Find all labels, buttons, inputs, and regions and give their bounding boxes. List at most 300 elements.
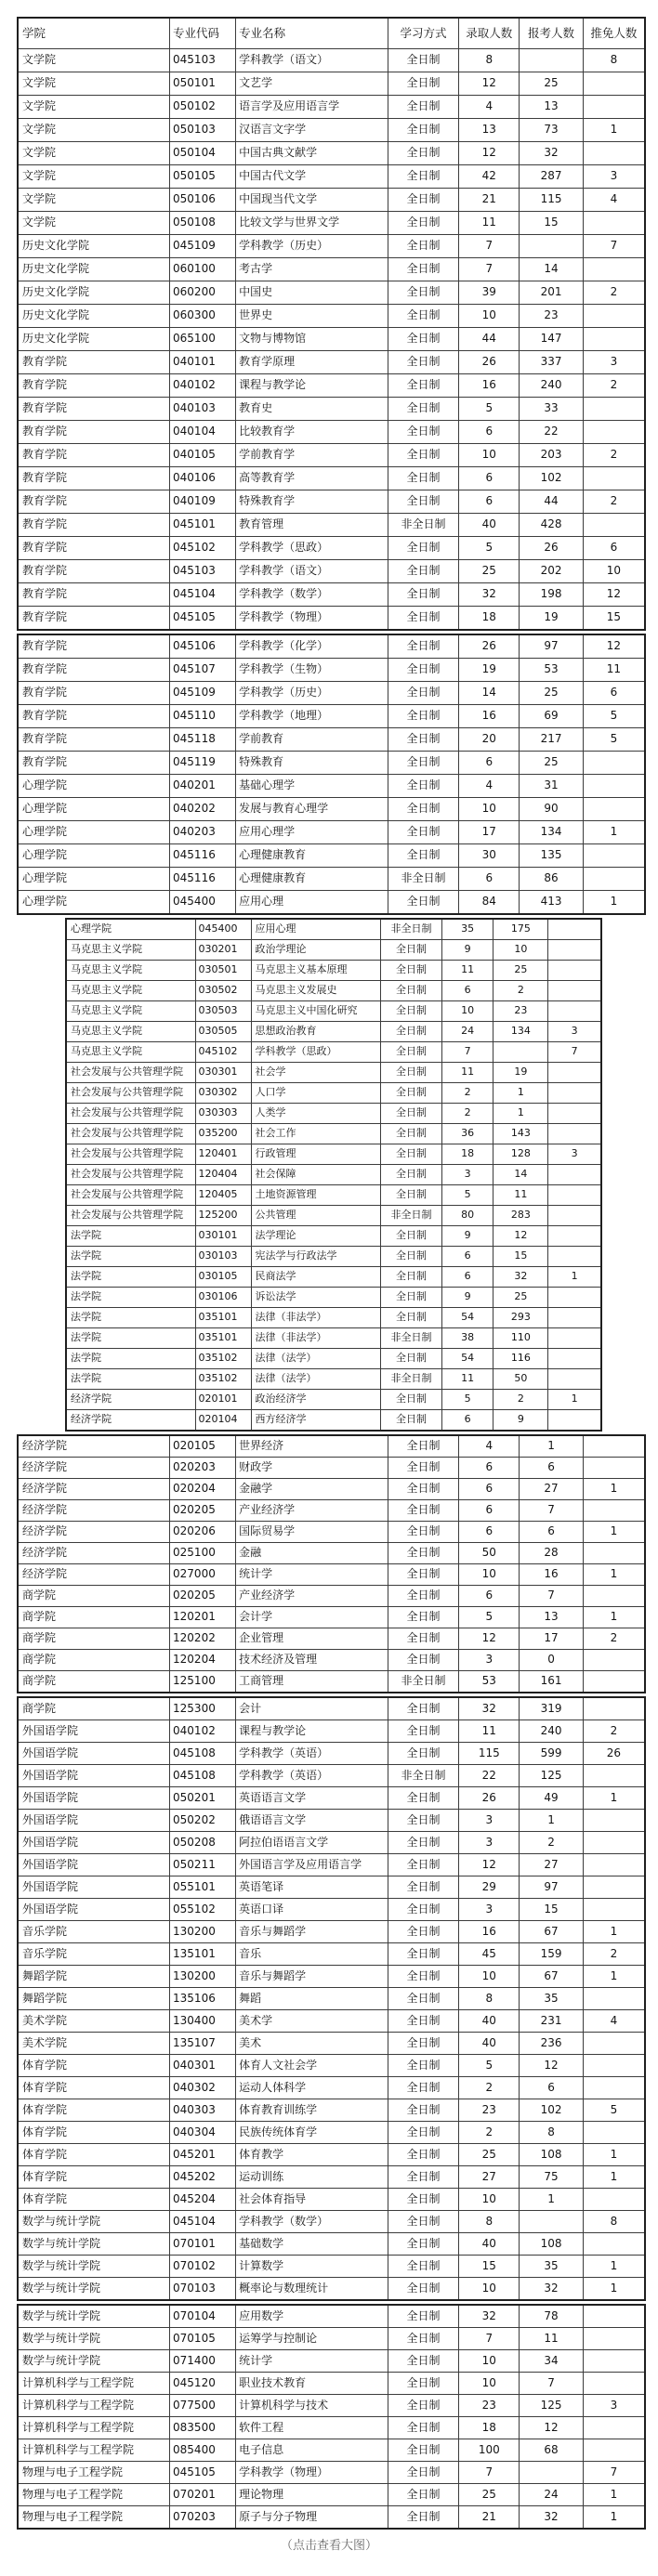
cell-applicant-count: 67 bbox=[520, 1966, 584, 1988]
table-row bbox=[18, 258, 645, 281]
cell-study-mode: 全日制 bbox=[388, 583, 459, 607]
cell-major-name: 法律（法学） bbox=[252, 1369, 381, 1390]
table-row bbox=[66, 1144, 601, 1165]
cell-major-name: 学科教学（语文） bbox=[236, 560, 388, 583]
cell-college: 文学院 bbox=[18, 119, 170, 142]
cell-college: 马克思主义学院 bbox=[66, 981, 195, 1001]
cell-major-code: 035102 bbox=[195, 1369, 252, 1390]
table-row bbox=[66, 1308, 601, 1328]
cell-major-name: 产业经济学 bbox=[236, 1500, 388, 1522]
cell-college: 文学院 bbox=[18, 189, 170, 212]
cell-study-mode: 全日制 bbox=[388, 1586, 459, 1607]
cell-major-name: 语言学及应用语言学 bbox=[236, 96, 388, 119]
cell-college: 体育学院 bbox=[18, 2055, 170, 2077]
cell-exempt-count bbox=[583, 1650, 645, 1671]
cell-admitted-count: 40 bbox=[459, 2033, 520, 2055]
cell-study-mode: 全日制 bbox=[388, 705, 459, 728]
cell-college: 教育学院 bbox=[18, 752, 170, 775]
cell-college: 经济学院 bbox=[18, 1479, 170, 1500]
table-row bbox=[18, 281, 645, 305]
cell-major-name: 学科教学（物理） bbox=[236, 2462, 388, 2484]
cell-major-code: 020105 bbox=[170, 1435, 236, 1458]
cell-applicant-count: 97 bbox=[520, 1876, 584, 1899]
cell-applicant-count: 6 bbox=[520, 1522, 584, 1543]
table-row bbox=[18, 2077, 645, 2099]
cell-study-mode: 全日制 bbox=[388, 1943, 459, 1966]
cell-major-name: 学科教学（物理） bbox=[236, 607, 388, 631]
cell-major-code: 120201 bbox=[170, 1607, 236, 1628]
cell-college: 社会发展与公共管理学院 bbox=[66, 1063, 195, 1083]
cell-exempt-count: 6 bbox=[583, 682, 645, 705]
cell-study-mode: 全日制 bbox=[388, 2305, 459, 2328]
cell-major-name: 音乐与舞蹈学 bbox=[236, 1966, 388, 1988]
cell-major-code: 120405 bbox=[195, 1185, 252, 1206]
cell-applicant-count: 1 bbox=[494, 1083, 548, 1104]
cell-exempt-count: 1 bbox=[583, 2166, 645, 2189]
cell-major-name: 舞蹈 bbox=[236, 1988, 388, 2010]
cell-major-code: 045110 bbox=[170, 705, 236, 728]
cell-applicant-count: 8 bbox=[520, 2122, 584, 2144]
cell-applicant-count: 14 bbox=[520, 258, 584, 281]
cell-college: 经济学院 bbox=[18, 1522, 170, 1543]
cell-college: 体育学院 bbox=[18, 2189, 170, 2211]
cell-study-mode: 全日制 bbox=[388, 2055, 459, 2077]
cell-study-mode: 全日制 bbox=[388, 1522, 459, 1543]
cell-applicant-count: 125 bbox=[520, 2395, 584, 2417]
table-row bbox=[18, 2278, 645, 2301]
cell-major-code: 050105 bbox=[170, 165, 236, 189]
cell-applicant-count: 201 bbox=[520, 281, 584, 305]
cell-major-name: 法学理论 bbox=[252, 1226, 381, 1247]
cell-applicant-count bbox=[520, 2211, 584, 2233]
cell-applicant-count: 26 bbox=[520, 537, 584, 560]
cell-major-code: 070105 bbox=[170, 2328, 236, 2350]
cell-study-mode: 全日制 bbox=[388, 398, 459, 421]
cell-major-name: 运动人体科学 bbox=[236, 2077, 388, 2099]
cell-applicant-count: 12 bbox=[520, 2055, 584, 2077]
cell-study-mode: 全日制 bbox=[388, 2439, 459, 2462]
cell-major-code: 135101 bbox=[170, 1943, 236, 1966]
table-row bbox=[18, 1988, 645, 2010]
cell-applicant-count: 11 bbox=[494, 1185, 548, 1206]
cell-study-mode: 全日制 bbox=[388, 1628, 459, 1650]
cell-applicant-count: 69 bbox=[520, 705, 584, 728]
cell-major-code: 125300 bbox=[170, 1697, 236, 1720]
cell-study-mode: 非全日制 bbox=[381, 919, 442, 940]
cell-major-code: 050106 bbox=[170, 189, 236, 212]
cell-major-name: 学科教学（数学） bbox=[236, 583, 388, 607]
cell-study-mode: 全日制 bbox=[388, 421, 459, 444]
cell-major-code: 040201 bbox=[170, 775, 236, 798]
cell-major-name: 民族传统体育学 bbox=[236, 2122, 388, 2144]
cell-exempt-count bbox=[583, 1810, 645, 1832]
table-row bbox=[18, 96, 645, 119]
col-header-study-mode: 学习方式 bbox=[388, 18, 459, 49]
table-row bbox=[18, 537, 645, 560]
table-row bbox=[66, 1247, 601, 1267]
cell-admitted-count: 10 bbox=[459, 2350, 520, 2373]
table-row bbox=[66, 961, 601, 981]
cell-major-code: 040106 bbox=[170, 467, 236, 490]
cell-major-code: 050104 bbox=[170, 142, 236, 165]
cell-admitted-count: 6 bbox=[459, 1522, 520, 1543]
cell-major-code: 045103 bbox=[170, 49, 236, 72]
table-row bbox=[18, 1458, 645, 1479]
cell-admitted-count: 44 bbox=[459, 328, 520, 351]
cell-admitted-count: 32 bbox=[459, 583, 520, 607]
cell-exempt-count: 1 bbox=[583, 2144, 645, 2166]
table-row bbox=[18, 583, 645, 607]
cell-major-code: 040303 bbox=[170, 2099, 236, 2122]
cell-applicant-count: 16 bbox=[520, 1564, 584, 1586]
cell-major-name: 学科教学（历史） bbox=[236, 682, 388, 705]
cell-major-code: 040102 bbox=[170, 1720, 236, 1743]
cell-admitted-count: 6 bbox=[441, 981, 494, 1001]
cell-major-code: 077500 bbox=[170, 2395, 236, 2417]
cell-major-name: 运筹学与控制论 bbox=[236, 2328, 388, 2350]
cell-college: 经济学院 bbox=[18, 1564, 170, 1586]
cell-major-code: 040105 bbox=[170, 444, 236, 467]
cell-applicant-count: 67 bbox=[520, 1921, 584, 1943]
cell-admitted-count: 35 bbox=[441, 919, 494, 940]
cell-exempt-count: 3 bbox=[548, 1022, 601, 1042]
cell-exempt-count bbox=[583, 96, 645, 119]
cell-college: 法学院 bbox=[66, 1369, 195, 1390]
cell-admitted-count: 10 bbox=[459, 1966, 520, 1988]
cell-study-mode: 全日制 bbox=[388, 142, 459, 165]
cell-major-code: 030502 bbox=[195, 981, 252, 1001]
cell-college: 商学院 bbox=[18, 1628, 170, 1650]
cell-applicant-count: 19 bbox=[494, 1063, 548, 1083]
cell-major-name: 教育史 bbox=[236, 398, 388, 421]
header-row bbox=[18, 18, 645, 49]
cell-exempt-count: 1 bbox=[583, 1522, 645, 1543]
cell-study-mode: 全日制 bbox=[388, 844, 459, 868]
cell-applicant-count: 13 bbox=[520, 96, 584, 119]
cell-exempt-count bbox=[583, 2033, 645, 2055]
table-row bbox=[66, 1185, 601, 1206]
table-row bbox=[18, 2373, 645, 2395]
table-row bbox=[18, 1720, 645, 1743]
table-row bbox=[18, 1479, 645, 1500]
cell-study-mode: 全日制 bbox=[388, 1720, 459, 1743]
cell-major-name: 体育人文社会学 bbox=[236, 2055, 388, 2077]
cell-applicant-count: 0 bbox=[520, 1650, 584, 1671]
cell-major-name: 马克思主义发展史 bbox=[252, 981, 381, 1001]
cell-major-name: 基础心理学 bbox=[236, 775, 388, 798]
cell-major-code: 120401 bbox=[195, 1144, 252, 1165]
cell-applicant-count: 25 bbox=[494, 961, 548, 981]
cell-college: 社会发展与公共管理学院 bbox=[66, 1104, 195, 1124]
cell-admitted-count: 12 bbox=[459, 1854, 520, 1876]
cell-college: 数学与统计学院 bbox=[18, 2305, 170, 2328]
cell-applicant-count: 2 bbox=[494, 1390, 548, 1410]
cell-exempt-count: 2 bbox=[583, 374, 645, 398]
cell-admitted-count: 23 bbox=[459, 2099, 520, 2122]
cell-study-mode: 全日制 bbox=[388, 2166, 459, 2189]
cell-college: 社会发展与公共管理学院 bbox=[66, 1144, 195, 1165]
table-row bbox=[18, 305, 645, 328]
cell-exempt-count: 1 bbox=[548, 1267, 601, 1288]
cell-study-mode: 全日制 bbox=[388, 2506, 459, 2530]
cell-admitted-count: 5 bbox=[441, 1390, 494, 1410]
cell-major-code: 055102 bbox=[170, 1899, 236, 1921]
cell-study-mode: 全日制 bbox=[388, 1435, 459, 1458]
table-row bbox=[18, 1543, 645, 1564]
cell-college: 外国语学院 bbox=[18, 1787, 170, 1810]
cell-major-code: 070104 bbox=[170, 2305, 236, 2328]
cell-college: 社会发展与公共管理学院 bbox=[66, 1124, 195, 1144]
cell-major-name: 学科教学（历史） bbox=[236, 235, 388, 258]
cell-exempt-count bbox=[583, 2417, 645, 2439]
cell-college: 教育学院 bbox=[18, 659, 170, 682]
cell-college: 法学院 bbox=[66, 1267, 195, 1288]
cell-applicant-count: 102 bbox=[520, 467, 584, 490]
cell-college: 教育学院 bbox=[18, 421, 170, 444]
cell-college: 数学与统计学院 bbox=[18, 2233, 170, 2256]
cell-major-code: 045101 bbox=[170, 514, 236, 537]
table-row bbox=[18, 1787, 645, 1810]
cell-admitted-count: 54 bbox=[441, 1349, 494, 1369]
cell-exempt-count: 1 bbox=[583, 2256, 645, 2278]
cell-applicant-count: 22 bbox=[520, 421, 584, 444]
cell-college: 数学与统计学院 bbox=[18, 2278, 170, 2301]
cell-study-mode: 全日制 bbox=[388, 1543, 459, 1564]
cell-major-name: 概率论与数理统计 bbox=[236, 2278, 388, 2301]
cell-college: 教育学院 bbox=[18, 514, 170, 537]
cell-admitted-count: 30 bbox=[459, 844, 520, 868]
cell-major-code: 030103 bbox=[195, 1247, 252, 1267]
cell-major-name: 特殊教育学 bbox=[236, 490, 388, 514]
cell-admitted-count: 4 bbox=[459, 1435, 520, 1458]
cell-study-mode: 全日制 bbox=[381, 940, 442, 961]
cell-college: 文学院 bbox=[18, 142, 170, 165]
table-row bbox=[18, 2166, 645, 2189]
cell-admitted-count: 22 bbox=[459, 1765, 520, 1787]
cell-major-code: 125200 bbox=[195, 1206, 252, 1226]
cell-admitted-count: 11 bbox=[441, 1063, 494, 1083]
cell-applicant-count: 15 bbox=[494, 1247, 548, 1267]
table-row bbox=[18, 421, 645, 444]
table-row bbox=[18, 775, 645, 798]
cell-exempt-count bbox=[548, 1410, 601, 1432]
col-header-major-code: 专业代码 bbox=[170, 18, 236, 49]
cell-applicant-count: 17 bbox=[520, 1628, 584, 1650]
cell-admitted-count: 3 bbox=[459, 1810, 520, 1832]
cell-major-name: 会计学 bbox=[236, 1607, 388, 1628]
cell-study-mode: 全日制 bbox=[388, 537, 459, 560]
cell-college: 马克思主义学院 bbox=[66, 940, 195, 961]
table-row bbox=[66, 1165, 601, 1185]
cell-major-name: 应用心理 bbox=[252, 919, 381, 940]
cell-study-mode: 全日制 bbox=[388, 1832, 459, 1854]
cell-admitted-count: 5 bbox=[459, 537, 520, 560]
cell-exempt-count bbox=[583, 2350, 645, 2373]
cell-major-name: 阿拉伯语语言文学 bbox=[236, 1832, 388, 1854]
cell-applicant-count: 75 bbox=[520, 2166, 584, 2189]
table-row bbox=[18, 705, 645, 728]
cell-admitted-count: 18 bbox=[459, 607, 520, 631]
cell-college: 马克思主义学院 bbox=[66, 1042, 195, 1063]
cell-admitted-count: 53 bbox=[459, 1671, 520, 1693]
cell-college: 法学院 bbox=[66, 1349, 195, 1369]
cell-exempt-count bbox=[583, 212, 645, 235]
table-row bbox=[18, 2462, 645, 2484]
cell-study-mode: 全日制 bbox=[388, 775, 459, 798]
cell-study-mode: 全日制 bbox=[388, 607, 459, 631]
view-large-image-caption[interactable]: （点击查看大图） bbox=[280, 2539, 377, 2553]
cell-exempt-count bbox=[583, 868, 645, 891]
cell-major-name: 会计 bbox=[236, 1697, 388, 1720]
cell-college: 文学院 bbox=[18, 165, 170, 189]
cell-exempt-count bbox=[548, 1124, 601, 1144]
cell-study-mode: 全日制 bbox=[388, 1697, 459, 1720]
cell-college: 历史文化学院 bbox=[18, 328, 170, 351]
table-row bbox=[66, 1104, 601, 1124]
table-row bbox=[18, 1564, 645, 1586]
cell-exempt-count bbox=[548, 1185, 601, 1206]
cell-college: 舞蹈学院 bbox=[18, 1988, 170, 2010]
table-row bbox=[18, 682, 645, 705]
cell-college: 心理学院 bbox=[66, 919, 195, 940]
cell-admitted-count: 80 bbox=[441, 1206, 494, 1226]
cell-study-mode: 全日制 bbox=[388, 351, 459, 374]
cell-study-mode: 全日制 bbox=[388, 1966, 459, 1988]
cell-applicant-count: 27 bbox=[520, 1479, 584, 1500]
cell-applicant-count: 293 bbox=[494, 1308, 548, 1328]
cell-study-mode: 全日制 bbox=[381, 1226, 442, 1247]
cell-major-name: 产业经济学 bbox=[236, 1586, 388, 1607]
cell-exempt-count: 26 bbox=[583, 1743, 645, 1765]
cell-admitted-count: 19 bbox=[459, 659, 520, 682]
cell-applicant-count: 337 bbox=[520, 351, 584, 374]
cell-major-name: 政治学理论 bbox=[252, 940, 381, 961]
cell-exempt-count bbox=[548, 1247, 601, 1267]
cell-admitted-count: 6 bbox=[459, 868, 520, 891]
cell-college: 文学院 bbox=[18, 96, 170, 119]
cell-applicant-count: 161 bbox=[520, 1671, 584, 1693]
cell-college: 物理与电子工程学院 bbox=[18, 2484, 170, 2506]
cell-applicant-count: 15 bbox=[520, 212, 584, 235]
cell-exempt-count: 15 bbox=[583, 607, 645, 631]
cell-major-code: 030503 bbox=[195, 1001, 252, 1022]
cell-major-name: 学科教学（英语） bbox=[236, 1765, 388, 1787]
cell-major-code: 020205 bbox=[170, 1500, 236, 1522]
cell-major-name: 社会工作 bbox=[252, 1124, 381, 1144]
cell-college: 马克思主义学院 bbox=[66, 1001, 195, 1022]
admissions-table-page bbox=[0, 17, 658, 2576]
cell-applicant-count: 73 bbox=[520, 119, 584, 142]
cell-exempt-count: 1 bbox=[583, 891, 645, 915]
cell-study-mode: 全日制 bbox=[388, 490, 459, 514]
cell-major-code: 045108 bbox=[170, 1743, 236, 1765]
cell-applicant-count: 202 bbox=[520, 560, 584, 583]
cell-exempt-count bbox=[548, 1001, 601, 1022]
cell-major-name: 体育教育训练学 bbox=[236, 2099, 388, 2122]
cell-admitted-count: 6 bbox=[459, 1500, 520, 1522]
cell-college: 经济学院 bbox=[66, 1390, 195, 1410]
cell-major-code: 045119 bbox=[170, 752, 236, 775]
cell-major-code: 045107 bbox=[170, 659, 236, 682]
table-row bbox=[18, 634, 645, 659]
table-row bbox=[18, 165, 645, 189]
cell-applicant-count: 25 bbox=[520, 72, 584, 96]
cell-college: 教育学院 bbox=[18, 682, 170, 705]
admissions-table-segment-2 bbox=[17, 634, 646, 915]
cell-major-name: 中国现当代文学 bbox=[236, 189, 388, 212]
table-row bbox=[18, 467, 645, 490]
cell-college: 历史文化学院 bbox=[18, 305, 170, 328]
cell-admitted-count: 2 bbox=[441, 1104, 494, 1124]
cell-admitted-count: 10 bbox=[459, 444, 520, 467]
cell-applicant-count: 78 bbox=[520, 2305, 584, 2328]
cell-admitted-count: 24 bbox=[441, 1022, 494, 1042]
cell-exempt-count bbox=[548, 961, 601, 981]
cell-admitted-count: 12 bbox=[459, 72, 520, 96]
cell-college: 外国语学院 bbox=[18, 1899, 170, 1921]
cell-college: 法学院 bbox=[66, 1247, 195, 1267]
cell-admitted-count: 12 bbox=[459, 142, 520, 165]
cell-college: 心理学院 bbox=[18, 844, 170, 868]
cell-applicant-count: 25 bbox=[520, 752, 584, 775]
cell-admitted-count: 8 bbox=[459, 49, 520, 72]
cell-exempt-count: 6 bbox=[583, 537, 645, 560]
cell-major-name: 心理健康教育 bbox=[236, 868, 388, 891]
cell-applicant-count: 25 bbox=[494, 1288, 548, 1308]
cell-major-name: 法律（非法学） bbox=[252, 1328, 381, 1349]
cell-admitted-count: 10 bbox=[441, 1001, 494, 1022]
cell-study-mode: 全日制 bbox=[388, 2144, 459, 2166]
cell-major-code: 040103 bbox=[170, 398, 236, 421]
cell-major-name: 行政管理 bbox=[252, 1144, 381, 1165]
table-row bbox=[18, 560, 645, 583]
cell-admitted-count: 3 bbox=[441, 1165, 494, 1185]
cell-college: 教育学院 bbox=[18, 374, 170, 398]
cell-exempt-count bbox=[583, 1765, 645, 1787]
cell-major-code: 045201 bbox=[170, 2144, 236, 2166]
cell-admitted-count: 7 bbox=[459, 2328, 520, 2350]
cell-major-name: 学前教育 bbox=[236, 728, 388, 752]
cell-exempt-count bbox=[548, 1083, 601, 1104]
cell-study-mode: 全日制 bbox=[388, 1743, 459, 1765]
cell-admitted-count: 18 bbox=[459, 2417, 520, 2439]
cell-applicant-count: 34 bbox=[520, 2350, 584, 2373]
cell-major-code: 040304 bbox=[170, 2122, 236, 2144]
cell-exempt-count bbox=[583, 421, 645, 444]
cell-college: 数学与统计学院 bbox=[18, 2211, 170, 2233]
cell-applicant-count: 134 bbox=[520, 821, 584, 844]
cell-applicant-count: 12 bbox=[494, 1226, 548, 1247]
cell-applicant-count: 198 bbox=[520, 583, 584, 607]
cell-admitted-count: 26 bbox=[459, 634, 520, 659]
cell-study-mode: 全日制 bbox=[388, 2099, 459, 2122]
cell-study-mode: 全日制 bbox=[388, 281, 459, 305]
cell-study-mode: 全日制 bbox=[388, 1500, 459, 1522]
cell-college: 法学院 bbox=[66, 1226, 195, 1247]
cell-study-mode: 全日制 bbox=[388, 798, 459, 821]
table-row bbox=[18, 444, 645, 467]
cell-study-mode: 全日制 bbox=[381, 1022, 442, 1042]
cell-major-code: 050103 bbox=[170, 119, 236, 142]
table-row bbox=[18, 2328, 645, 2350]
cell-major-code: 020204 bbox=[170, 1479, 236, 1500]
cell-study-mode: 非全日制 bbox=[388, 1765, 459, 1787]
cell-college: 计算机科学与工程学院 bbox=[18, 2417, 170, 2439]
cell-major-name: 学科教学（语文） bbox=[236, 49, 388, 72]
cell-exempt-count bbox=[583, 2328, 645, 2350]
table-row bbox=[66, 1226, 601, 1247]
cell-exempt-count: 4 bbox=[583, 2010, 645, 2033]
